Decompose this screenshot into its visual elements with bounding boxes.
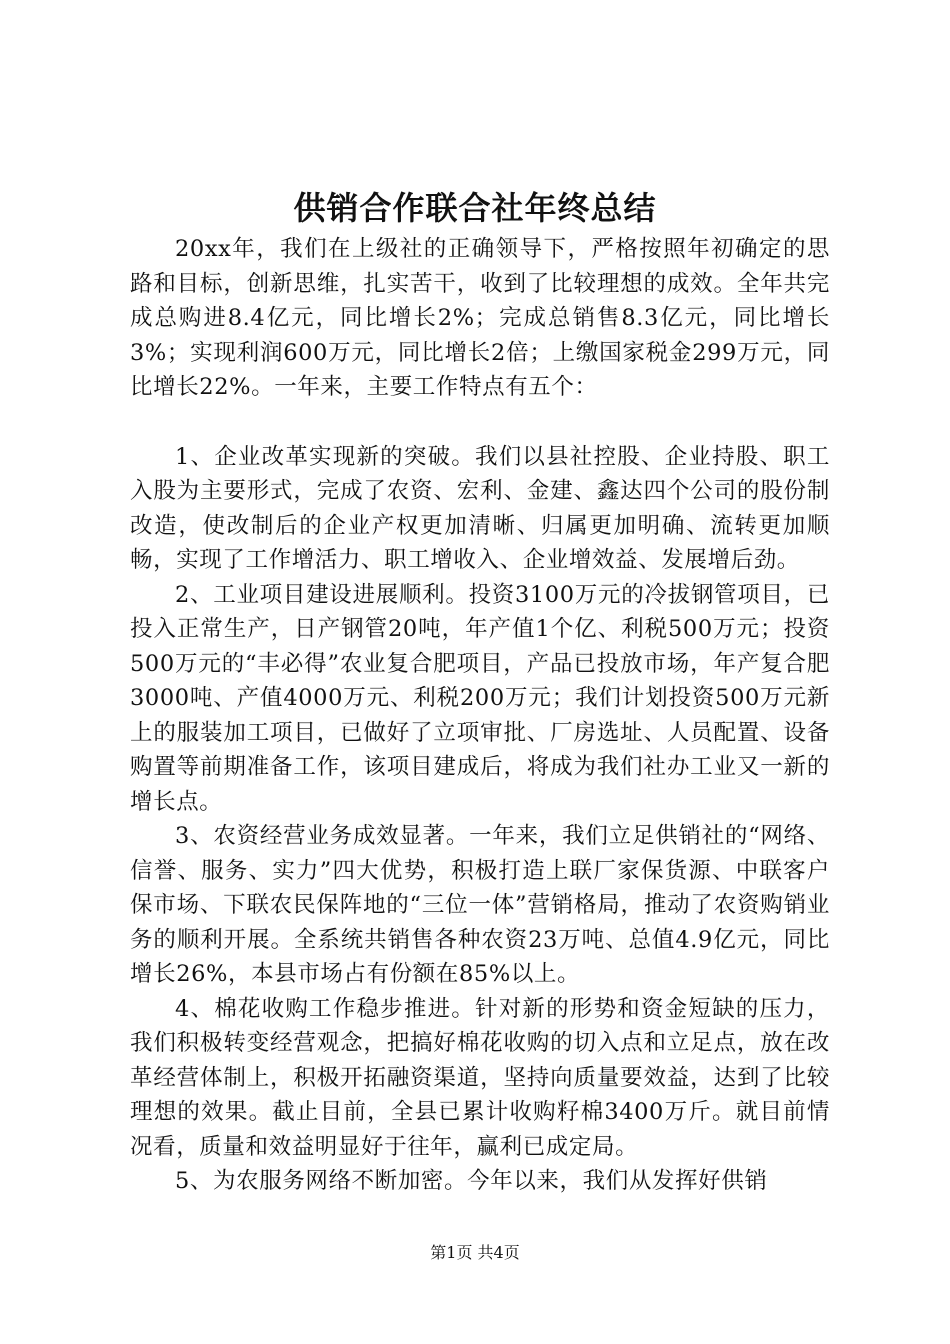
paragraph-1: 1、企业改革实现新的突破。我们以县社控股、企业持股、职工入股为主要形式，完成了农资、宏利、金建、鑫达四个公司的股份制改造，使改制后的企业产权更加清晰、归属更加明确、流转更加顺畅，实现了工作增活力、职工增收入、企业增效益、发展增后劲。 (130, 443, 830, 573)
page-number-footer: 第1页 共4页 (430, 1243, 520, 1262)
paragraph-4: 4、棉花收购工作稳步推进。针对新的形势和资金短缺的压力，我们积极转变经营观念，把搞好棉花收购的切入点和立足点，放在改革经营体制上，积极开拓融资渠道，坚持向质量要效益，达到了比较理想的效果。截止目前，全县已累计收购籽棉3400万斤。就目前情况看，质量和效益明显好于往年，赢利已成定局。 (130, 995, 830, 1160)
intro-paragraph: 20xx年，我们在上级社的正确领导下，严格按照年初确定的思路和目标，创新思维，扎实苦干，收到了比较理想的成效。全年共完成总购进8.4亿元，同比增长2%；完成总销售8.3亿元，同比增长3%；实现利润600万元，同比增长2倍；上缴国家税金299万元，同比增长22%。一年来，主要工作特点有五个： (130, 236, 830, 400)
paragraph-5: 5、为农服务网络不断加密。今年以来，我们从发挥好供销 (175, 1168, 768, 1194)
paragraph-2: 2、工业项目建设进展顺利。投资3100万元的冷拔钢管项目，已投入正常生产，日产钢管20吨，年产值1个亿、利税500万元；投资500万元的“丰必得”农业复合肥项目，产品已投放市场，年产复合肥3000吨、产值4000万元、利税200万元；我们计划投资500万元新上的服装加工项目，已做好了立项审批、厂房选址、人员配置、设备购置等前期准备工作，该项目建成后，将成为我们社办工业又一新的增长点。 (130, 581, 830, 815)
document-body (130, 232, 830, 1199)
document-title: 供销合作联合社年终总结 (293, 189, 657, 227)
paragraph-3: 3、农资经营业务成效显著。一年来，我们立足供销社的“网络、信誉、服务、实力”四大优势，积极打造上联厂家保货源、中联客户保市场、下联农民保阵地的“三位一体”营销格局，推动了农资购销业务的顺利开展。全系统共销售各种农资23万吨、总值4.9亿元，同比增长26%，本县市场占有份额在85%以上。 (130, 823, 830, 987)
